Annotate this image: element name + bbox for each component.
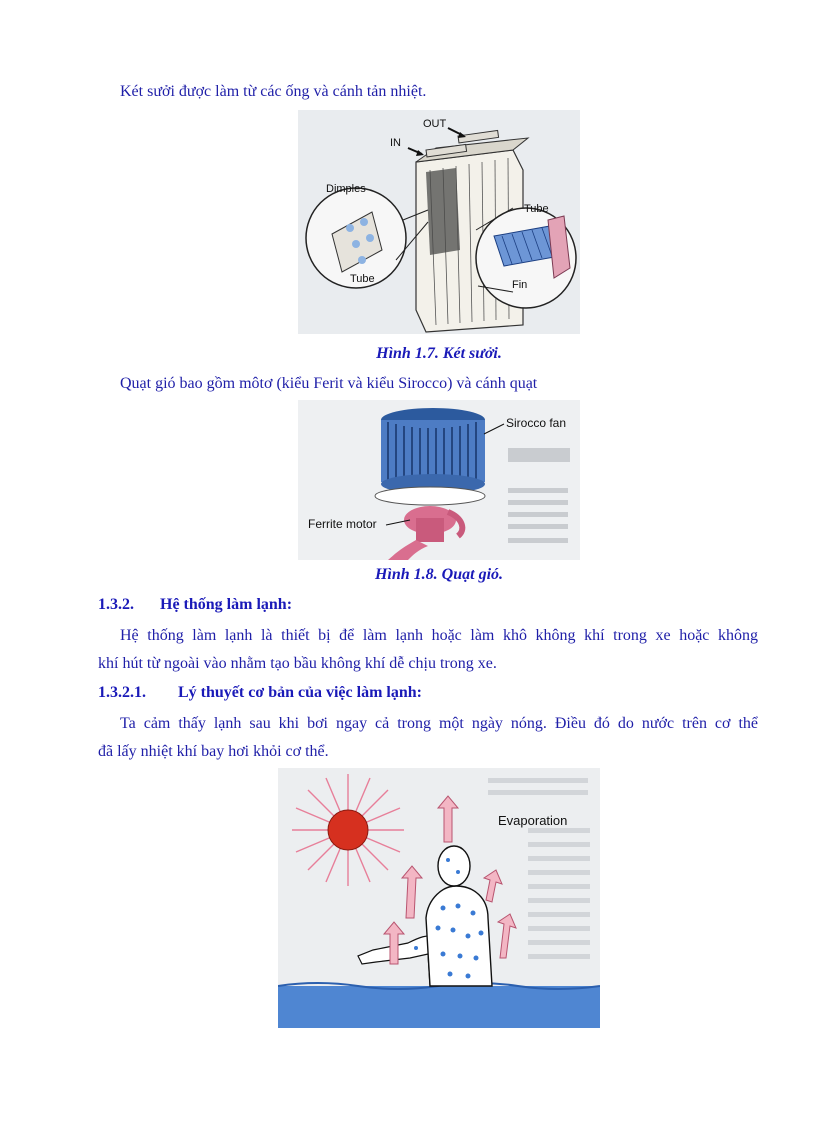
label-sirocco-fan: Sirocco fan <box>506 416 567 430</box>
paragraph-theory-line2: đã lấy nhiệt khí bay hơi khỏi cơ thể. <box>98 743 329 760</box>
paragraph-fan-intro: Quạt gió bao gồm môtơ (kiểu Ferit và kiểu Sirocco) và cánh quạt <box>120 375 538 392</box>
heater-core-figure <box>298 110 580 334</box>
heading-title: Lý thuyết cơ bản của việc làm lạnh: <box>178 684 422 701</box>
evaporation-figure <box>278 768 600 1028</box>
blower-fan-illustration <box>298 400 580 560</box>
evaporation-illustration <box>278 768 600 1028</box>
label-ferrite-motor: Ferrite motor <box>308 517 377 531</box>
paragraph-theory-line1: Ta cảm thấy lạnh sau khi bơi ngay cả trong một ngày nóng. Điều đó do nước trên cơ thể <box>120 715 758 732</box>
heading-1-3-2 <box>98 596 292 614</box>
label-evaporation: Evaporation <box>498 813 568 828</box>
heading-number: 1.3.2. <box>98 596 134 613</box>
heater-core-illustration <box>298 110 580 334</box>
label-tube-right: Tube <box>524 203 549 215</box>
label-out: OUT <box>423 118 447 130</box>
label-dimples: Dimples <box>326 183 366 195</box>
paragraph-heater-intro: Két sưởi được làm từ các ống và cánh tản nhiệt. <box>120 83 427 100</box>
caption-figure-1-7: Hình 1.7. Két sưởi. <box>376 345 502 362</box>
heading-title: Hệ thống làm lạnh: <box>160 596 293 613</box>
paragraph-cooling-line2: khí hút từ ngoài vào nhằm tạo bầu không khí dễ chịu trong xe. <box>98 655 497 672</box>
label-tube-left: Tube <box>350 273 375 285</box>
blower-fan-figure <box>298 400 580 560</box>
heading-number: 1.3.2.1. <box>98 684 146 701</box>
paragraph-cooling-line1: Hệ thống làm lạnh là thiết bị để làm lạnh hoặc làm khô không khí trong xe hoặc không <box>120 627 758 644</box>
label-in: IN <box>390 137 401 149</box>
label-fin: Fin <box>512 279 528 291</box>
caption-figure-1-8: Hình 1.8. Quạt gió. <box>374 566 504 583</box>
heading-1-3-2-1 <box>98 684 422 702</box>
